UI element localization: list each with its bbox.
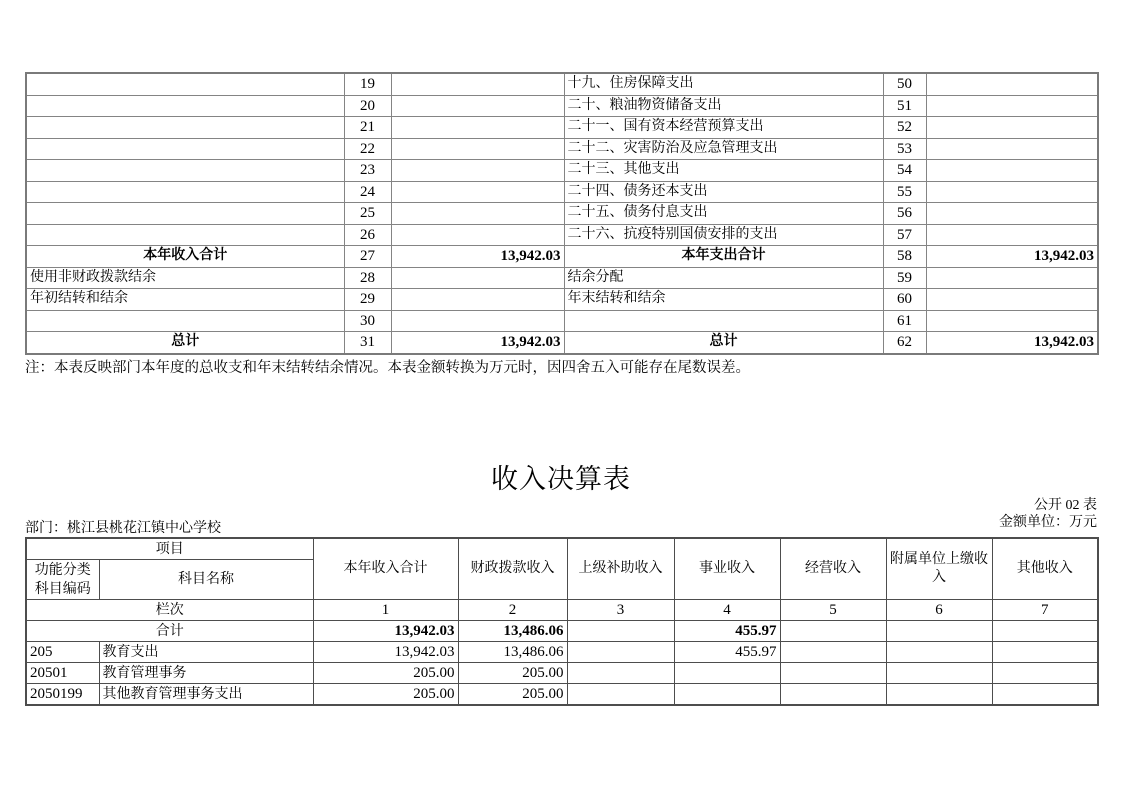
income-amount [391, 117, 564, 139]
cell-value [674, 684, 780, 706]
expense-amount [926, 267, 1098, 289]
header-col-business-income: 经营收入 [780, 538, 886, 600]
income-line-no: 23 [344, 160, 391, 182]
cell-value: 205.00 [313, 663, 458, 684]
expense-line-no: 60 [883, 289, 926, 311]
income-line-no: 28 [344, 267, 391, 289]
income-line-no: 25 [344, 203, 391, 225]
cell-value [992, 642, 1098, 663]
income-amount [391, 203, 564, 225]
header-col-other-income: 其他收入 [992, 538, 1098, 600]
expense-line-no: 58 [883, 246, 926, 268]
total-value: 13,942.03 [313, 621, 458, 642]
income-line-no: 26 [344, 224, 391, 246]
expense-item-label: 十九、住房保障支出 [564, 73, 883, 95]
table-row [26, 289, 1098, 311]
expense-amount [926, 289, 1098, 311]
income-amount [391, 267, 564, 289]
table-row [26, 203, 1098, 225]
expense-item-label: 年末结转和结余 [564, 289, 883, 311]
expense-line-no: 62 [883, 332, 926, 354]
income-line-no: 19 [344, 73, 391, 95]
header-col-superior-subsidy: 上级补助收入 [567, 538, 674, 600]
income-item-label [26, 117, 344, 139]
cell-value: 205.00 [458, 684, 567, 706]
expense-amount [926, 160, 1098, 182]
column-index: 1 [313, 600, 458, 621]
page-title: 收入决算表 [491, 464, 631, 494]
income-item-label [26, 160, 344, 182]
total-row [26, 621, 1098, 642]
income-line-no: 30 [344, 310, 391, 332]
table-row [26, 224, 1098, 246]
subject-name: 其他教育管理事务支出 [99, 684, 313, 706]
table-row [26, 642, 1098, 663]
cell-value: 13,942.03 [313, 642, 458, 663]
header-function-code-line2: 科目编码 [34, 581, 91, 597]
income-item-label: 使用非财政拨款结余 [26, 267, 344, 289]
subject-code: 20501 [26, 663, 99, 684]
cell-value [780, 663, 886, 684]
expense-item-label: 二十四、债务还本支出 [564, 181, 883, 203]
total-value: 13,486.06 [458, 621, 567, 642]
table-row [26, 117, 1098, 139]
table-row [26, 138, 1098, 160]
subject-name: 教育支出 [99, 642, 313, 663]
cell-value [567, 642, 674, 663]
expense-line-no: 52 [883, 117, 926, 139]
column-index-row [26, 600, 1098, 621]
expense-amount [926, 117, 1098, 139]
table-row-total-current-year [26, 246, 1098, 268]
column-index: 4 [674, 600, 780, 621]
expense-line-no: 59 [883, 267, 926, 289]
expense-line-no: 54 [883, 160, 926, 182]
income-item-label [26, 181, 344, 203]
total-value [992, 621, 1098, 642]
table-row [26, 160, 1098, 182]
header-function-code-line1: 功能分类 [34, 562, 91, 578]
income-grand-total-label: 总计 [26, 332, 344, 354]
income-line-no: 21 [344, 117, 391, 139]
header-row-project [26, 538, 1098, 560]
income-amount [391, 95, 564, 117]
total-row-label: 合计 [26, 621, 313, 642]
expense-line-no: 51 [883, 95, 926, 117]
column-index: 2 [458, 600, 567, 621]
subject-code: 2050199 [26, 684, 99, 706]
income-amount [391, 160, 564, 182]
header-project: 项目 [26, 538, 313, 560]
column-index: 5 [780, 600, 886, 621]
income-total-label: 本年收入合计 [26, 246, 344, 268]
income-amount [391, 224, 564, 246]
expense-line-no: 57 [883, 224, 926, 246]
expense-amount [926, 95, 1098, 117]
cell-value [780, 642, 886, 663]
expense-total-label: 本年支出合计 [564, 246, 883, 268]
cell-value [886, 663, 992, 684]
expense-amount [926, 73, 1098, 95]
expense-total-amount: 13,942.03 [926, 246, 1098, 268]
total-value [780, 621, 886, 642]
expense-item-label: 二十六、抗疫特别国债安排的支出 [564, 224, 883, 246]
income-item-label [26, 203, 344, 225]
header-subject-name: 科目名称 [99, 560, 313, 600]
income-amount [391, 310, 564, 332]
income-line-no: 29 [344, 289, 391, 311]
cell-value [886, 642, 992, 663]
table-code-label: 公开 02 表 [1034, 498, 1097, 513]
expense-line-no: 61 [883, 310, 926, 332]
total-value: 455.97 [674, 621, 780, 642]
income-item-label [26, 95, 344, 117]
expense-amount [926, 181, 1098, 203]
column-index: 3 [567, 600, 674, 621]
total-value [567, 621, 674, 642]
total-value [886, 621, 992, 642]
subject-name: 教育管理事务 [99, 663, 313, 684]
expense-item-label: 二十五、债务付息支出 [564, 203, 883, 225]
expense-item-label: 结余分配 [564, 267, 883, 289]
expense-amount [926, 224, 1098, 246]
expense-item-label: 二十二、灾害防治及应急管理支出 [564, 138, 883, 160]
income-amount [391, 181, 564, 203]
expense-amount [926, 138, 1098, 160]
income-line-no: 27 [344, 246, 391, 268]
column-index: 6 [886, 600, 992, 621]
cell-value [992, 663, 1098, 684]
cell-value: 205.00 [313, 684, 458, 706]
column-index: 7 [992, 600, 1098, 621]
expense-item-label: 二十、粮油物资储备支出 [564, 95, 883, 117]
income-line-no: 31 [344, 332, 391, 354]
header-col-operational-income: 事业收入 [674, 538, 780, 600]
subject-code: 205 [26, 642, 99, 663]
expense-line-no: 50 [883, 73, 926, 95]
table-row [26, 310, 1098, 332]
cell-value [567, 663, 674, 684]
income-line-no: 24 [344, 181, 391, 203]
expense-line-no: 55 [883, 181, 926, 203]
income-amount [391, 289, 564, 311]
header-col-total-income: 本年收入合计 [313, 538, 458, 600]
income-item-label [26, 138, 344, 160]
income-item-label [26, 73, 344, 95]
table-row-grand-total [26, 332, 1098, 354]
table-row [26, 73, 1098, 95]
expense-amount [926, 203, 1098, 225]
cell-value [886, 684, 992, 706]
header-function-code [26, 560, 99, 600]
cell-value [992, 684, 1098, 706]
income-line-no: 20 [344, 95, 391, 117]
expense-amount [926, 310, 1098, 332]
table-row [26, 663, 1098, 684]
expense-line-no: 53 [883, 138, 926, 160]
cell-value [674, 663, 780, 684]
cell-value [780, 684, 886, 706]
income-total-amount: 13,942.03 [391, 246, 564, 268]
expense-item-label: 二十三、其他支出 [564, 160, 883, 182]
expense-grand-total-amount: 13,942.03 [926, 332, 1098, 354]
department-label: 部门：桃江县桃花江镇中心学校 [25, 521, 221, 536]
expense-item-label: 二十一、国有资本经营预算支出 [564, 117, 883, 139]
income-amount [391, 73, 564, 95]
income-item-label [26, 310, 344, 332]
income-item-label [26, 224, 344, 246]
cell-value: 455.97 [674, 642, 780, 663]
expense-item-label [564, 310, 883, 332]
header-col-fiscal-appropriation: 财政拨款收入 [458, 538, 567, 600]
unit-label: 金额单位：万元 [999, 515, 1097, 530]
table-row [26, 267, 1098, 289]
table-row [26, 181, 1098, 203]
income-grand-total-amount: 13,942.03 [391, 332, 564, 354]
header-col-affiliated-unit-income: 附属单位上缴收入 [886, 538, 992, 600]
table-footnote: 注：本表反映部门本年度的总收支和年末结转结余情况。本表金额转换为万元时，因四舍五入可能存在尾数误差。 [25, 360, 750, 376]
income-table [25, 537, 1099, 706]
income-amount [391, 138, 564, 160]
cell-value: 13,486.06 [458, 642, 567, 663]
table-row [26, 95, 1098, 117]
expense-grand-total-label: 总计 [564, 332, 883, 354]
cell-value: 205.00 [458, 663, 567, 684]
expense-line-no: 56 [883, 203, 926, 225]
cell-value [567, 684, 674, 706]
column-index-label: 栏次 [26, 600, 313, 621]
table-row [26, 684, 1098, 706]
income-line-no: 22 [344, 138, 391, 160]
income-item-label: 年初结转和结余 [26, 289, 344, 311]
summary-table [25, 72, 1099, 355]
